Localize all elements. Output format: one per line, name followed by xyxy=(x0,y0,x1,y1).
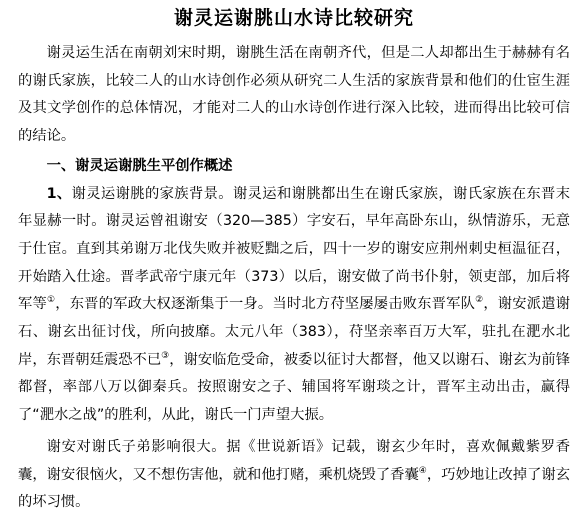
document-page xyxy=(0,6,584,521)
document-title: 谢灵运谢朓山水诗比较研究 xyxy=(173,7,414,29)
intro-paragraph: 谢灵运生活在南朝刘宋时期，谢朓生活在南朝齐代，但是二人却都出生于赫赫有名的谢氏家族，比较二人的山水诗创作必须从研究二人生活的家族背景和他们的仕宦生涯及其文学创作的总体情况，才能对二人的山水诗创作进行深入比较，进而得出比较可信的结论。 xyxy=(18,45,570,145)
paragraph-text: ，谢安临危受命，被委以征讨大都督，他又以谢石、谢玄为前锋都督，率部八万以御秦兵。按照谢安之子、辅国将军谢琰之计，晋军主动出击，赢得了“淝水之战”的胜利，从此，谢氏一门声望大振。 xyxy=(18,351,570,424)
body-paragraph-influence xyxy=(18,434,570,517)
paragraph-text: ，巧妙地让改掉了谢玄的坏习惯。 xyxy=(18,466,570,511)
footnote-marker: ② xyxy=(475,295,484,306)
paragraph-text: ，东晋的军政大权逐渐集于一身。当时北方苻坚屡屡击败东晋军队 xyxy=(55,296,476,313)
section-heading: 一、谢灵运谢朓生平创作概述 xyxy=(46,157,233,174)
footnote-marker: ④ xyxy=(418,465,427,476)
paragraph-text: ，谢安派遣谢石、谢玄出征讨伐，所向披靡。太元八年（383），苻坚亲率百万大军，驻扎在淝水北岸，东晋朝廷震恐不已 xyxy=(18,296,570,368)
paragraph-text: 谢灵运和谢朓都出生在谢氏家族，谢氏家族在东晋末年显赫一时。谢灵运曾祖谢安（320—385）字安石，早年高卧东山，纵情游乐，无意于仕宦。直到其弟谢万北伐失败并被贬黜之后，四十一岁的谢安应荆州刺史桓温征召，开始踏入仕途。晋孝武帝宁康元年（373）以后，谢安做了尚书仆射，领吏部，加后将军等 xyxy=(18,185,571,313)
footnote-marker: ① xyxy=(46,295,56,306)
subsection-title: 谢灵运谢朓的家族背景。 xyxy=(71,185,233,202)
paragraph-text: 谢安对谢氏子弟影响很大。据《世说新语》记载，谢玄少年时，喜欢佩戴紫罗香囊，谢安很恼火，又不想伤害他，就和他打赌，乘机烧毁了香囊 xyxy=(18,438,570,483)
footnote-marker: ③ xyxy=(161,350,170,361)
body-paragraph-family xyxy=(18,181,570,430)
subsection-number: 1、 xyxy=(46,185,72,202)
